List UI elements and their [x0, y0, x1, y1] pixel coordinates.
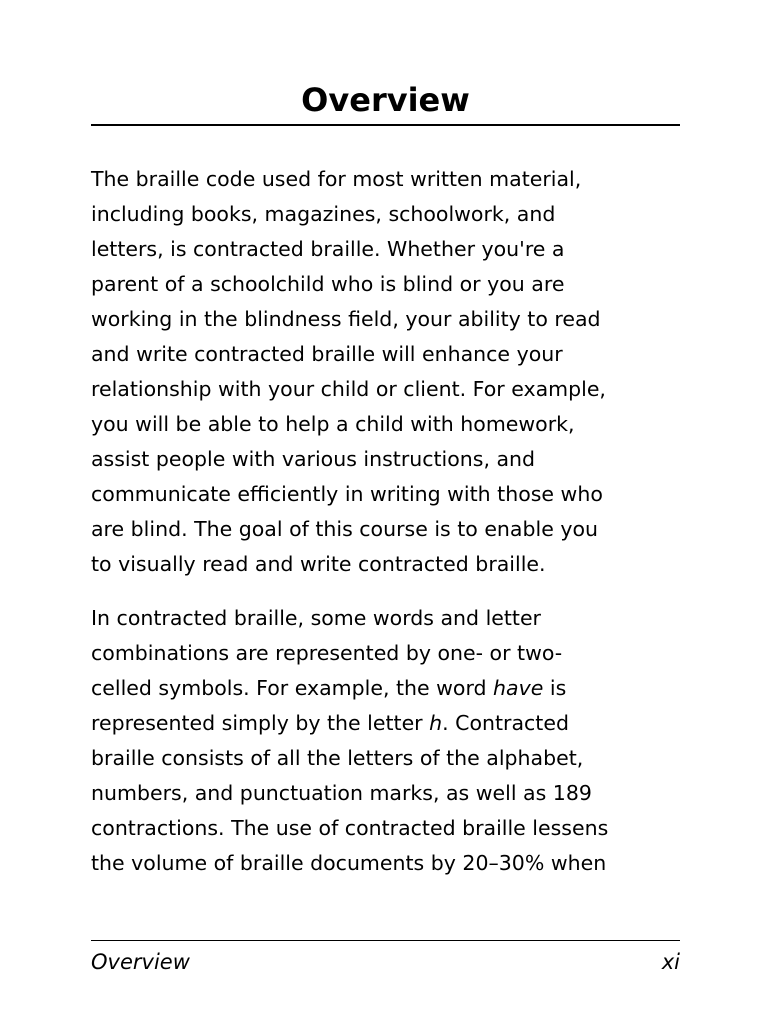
- text-run: celled symbols. For example, the word: [91, 676, 494, 700]
- text-run: including books, magazines, schoolwork, and: [91, 202, 556, 226]
- text-run: combinations are represented by one- or two-: [91, 641, 563, 665]
- text-run: The braille code used for most written material,: [91, 167, 582, 191]
- footer-section-title: Overview: [91, 950, 190, 974]
- text-run: and write contracted braille will enhance your: [91, 342, 563, 366]
- text-line: [91, 601, 680, 636]
- text-line: [91, 197, 680, 232]
- text-line: [91, 512, 680, 547]
- text-run: to visually read and write contracted braille.: [91, 552, 546, 576]
- text-line: [91, 232, 680, 267]
- text-run: you will be able to help a child with homework,: [91, 412, 575, 436]
- footer-page-number: xi: [661, 950, 680, 974]
- text-line: [91, 636, 680, 671]
- body-paragraph: [91, 162, 680, 582]
- text-line: [91, 776, 680, 811]
- text-line: [91, 671, 680, 706]
- italic-term: h: [429, 711, 443, 735]
- text-line: [91, 442, 680, 477]
- text-run: letters, is contracted braille. Whether you're a: [91, 237, 565, 261]
- text-line: [91, 372, 680, 407]
- document-page: [91, 0, 680, 1024]
- text-line: [91, 407, 680, 442]
- text-run: contractions. The use of contracted braille lessens: [91, 816, 609, 840]
- text-line: [91, 547, 680, 582]
- text-run: numbers, and punctuation marks, as well as 189: [91, 781, 592, 805]
- text-run: the volume of braille documents by 20–30% when: [91, 851, 607, 875]
- text-line: [91, 811, 680, 846]
- text-run: are blind. The goal of this course is to enable you: [91, 517, 598, 541]
- text-line: [91, 477, 680, 512]
- text-run: relationship with your child or client. For example,: [91, 377, 606, 401]
- text-run: is: [543, 676, 567, 700]
- text-run: communicate efficiently in writing with those who: [91, 482, 603, 506]
- text-line: [91, 706, 680, 741]
- text-line: [91, 846, 680, 881]
- italic-term: have: [493, 676, 544, 700]
- text-run: . Contracted: [442, 711, 569, 735]
- footer-divider: [91, 940, 680, 941]
- text-run: braille consists of all the letters of the alphabet,: [91, 746, 584, 770]
- text-run: working in the blindness field, your ability to read: [91, 307, 601, 331]
- text-run: parent of a schoolchild who is blind or you are: [91, 272, 565, 296]
- text-line: [91, 267, 680, 302]
- text-run: represented simply by the letter: [91, 711, 430, 735]
- body-text: [91, 162, 680, 900]
- title-divider: [91, 124, 680, 126]
- text-line: [91, 302, 680, 337]
- text-line: [91, 162, 680, 197]
- text-line: [91, 741, 680, 776]
- text-run: assist people with various instructions, and: [91, 447, 536, 471]
- text-run: In contracted braille, some words and letter: [91, 606, 541, 630]
- body-paragraph: [91, 601, 680, 881]
- text-line: [91, 337, 680, 372]
- page-title: Overview: [301, 81, 470, 119]
